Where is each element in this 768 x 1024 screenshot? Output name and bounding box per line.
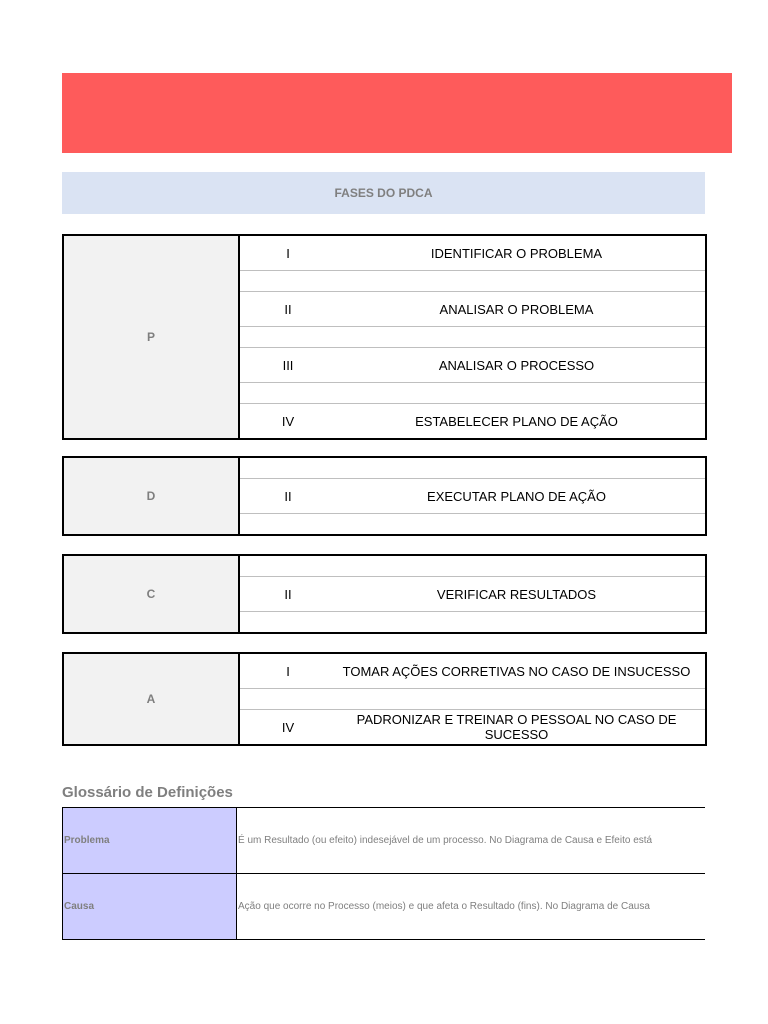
phase-p-block bbox=[62, 234, 707, 440]
glossary-row bbox=[62, 808, 705, 874]
phase-c-block bbox=[62, 554, 707, 634]
glossary-term: Problema bbox=[62, 808, 237, 873]
glossary-row bbox=[62, 874, 705, 940]
step-number: I bbox=[286, 245, 290, 261]
phase-step-row bbox=[240, 291, 705, 326]
phase-letter: D bbox=[64, 458, 240, 534]
phase-step-row bbox=[240, 709, 705, 744]
step-label: ESTABELECER PLANO DE AÇÃO bbox=[415, 413, 618, 429]
fases-title: FASES DO PDCA bbox=[334, 186, 433, 200]
glossary-term: Causa bbox=[62, 874, 237, 939]
step-label: ANALISAR O PROBLEMA bbox=[439, 301, 594, 317]
step-number: IV bbox=[281, 719, 295, 735]
phase-step-row bbox=[240, 576, 705, 611]
step-number: I bbox=[286, 663, 290, 679]
header-banner bbox=[62, 73, 732, 153]
phase-letter: C bbox=[64, 556, 240, 632]
phase-step-row bbox=[240, 347, 705, 382]
phase-step-row bbox=[240, 270, 705, 291]
step-label: PADRONIZAR E TREINAR O PESSOAL NO CASO DE SUCESSO bbox=[356, 712, 677, 742]
phase-step-row bbox=[240, 382, 705, 403]
fases-header bbox=[62, 172, 705, 214]
step-number: II bbox=[284, 488, 292, 504]
phase-step-row bbox=[240, 458, 705, 478]
phase-step-row bbox=[240, 688, 705, 709]
phase-step-row bbox=[240, 403, 705, 438]
step-label: ANALISAR O PROCESSO bbox=[438, 357, 595, 373]
phase-a-block bbox=[62, 652, 707, 746]
phase-step-row bbox=[240, 236, 705, 270]
phase-step-row bbox=[240, 611, 705, 632]
phase-step-row bbox=[240, 326, 705, 347]
glossary-table bbox=[62, 807, 705, 940]
phase-letter: P bbox=[64, 236, 240, 438]
step-label: EXECUTAR PLANO DE AÇÃO bbox=[427, 488, 606, 504]
glossary-definition: Ação que ocorre no Processo (meios) e que afeta o Resultado (fins). No Diagrama de Causa bbox=[238, 901, 650, 912]
phase-step-row bbox=[240, 556, 705, 576]
step-number: II bbox=[284, 586, 292, 602]
step-number: II bbox=[284, 301, 292, 317]
phase-step-row bbox=[240, 478, 705, 513]
glossary-title: Glossário de Definições bbox=[62, 784, 233, 801]
phase-d-block bbox=[62, 456, 707, 536]
step-number: III bbox=[282, 357, 294, 373]
step-number: IV bbox=[281, 413, 295, 429]
phase-letter: A bbox=[64, 654, 240, 744]
step-label: IDENTIFICAR O PROBLEMA bbox=[430, 245, 603, 261]
glossary-definition: É um Resultado (ou efeito) indesejável de um processo. No Diagrama de Causa e Efeito está bbox=[238, 835, 653, 846]
phase-step-row bbox=[240, 654, 705, 688]
step-label: TOMAR AÇÕES CORRETIVAS NO CASO DE INSUCESSO bbox=[342, 663, 691, 679]
step-label: VERIFICAR RESULTADOS bbox=[436, 586, 597, 602]
phase-step-row bbox=[240, 513, 705, 534]
